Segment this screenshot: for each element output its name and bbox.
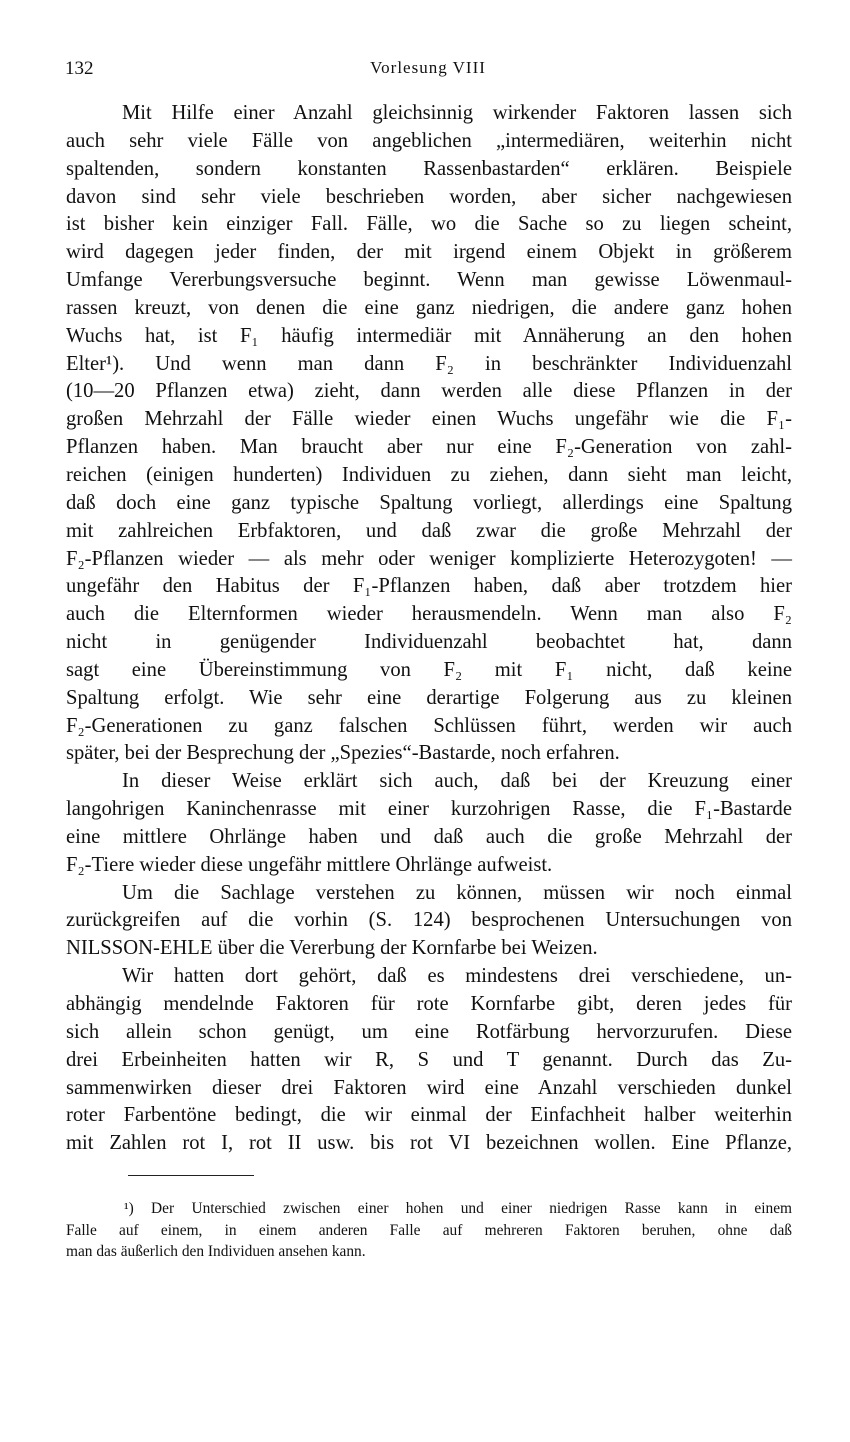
text-line: ungefähr den Habitus der F₁-Pflanzen haben, daß aber trotzdem hier [66,575,792,598]
text-line: nicht in genügender Individuenzahl beobachtet hat, dann [66,631,792,654]
text-line: In dieser Weise erklärt sich auch, daß bei der Kreuzung einer [122,770,792,793]
text-line: mit Zahlen rot I, rot II usw. bis rot VI bezeichnen wollen. Eine Pflanze, [66,1132,792,1155]
text-line: wird dagegen jeder finden, der mit irgend einem Objekt in größerem [66,241,792,264]
text-line: Spaltung erfolgt. Wie sehr eine derartige Folgerung aus zu kleinen [66,686,792,709]
text-line: langohrigen Kaninchenrasse mit einer kurzohrigen Rasse, die F₁-Bastarde [66,798,792,821]
text-line: Um die Sachlage verstehen zu können, müssen wir noch einmal [122,881,792,904]
text-line: daß doch eine ganz typische Spaltung vorliegt, allerdings eine Spaltung [66,491,792,514]
text-line: roter Farbentöne bedingt, die wir einmal der Einfachheit halber weiterhin [66,1104,792,1127]
page-number: 132 [65,58,94,79]
text-line: F₂-Tiere wieder diese ungefähr mittlere Ohrlänge aufweist. [66,853,553,876]
text-line: mit zahlreichen Erbfaktoren, und daß zwar die große Mehrzahl der [66,519,792,542]
text-line: sammenwirken dieser drei Faktoren wird eine Anzahl verschieden dunkel [66,1076,792,1099]
text-line: sagt eine Übereinstimmung von F₂ mit F₁ nicht, daß keine [66,658,792,681]
text-line: Umfange Vererbungsversuche beginnt. Wenn man gewisse Löwenmaul- [66,269,792,292]
text-line: Pflanzen haben. Man braucht aber nur eine F₂-Generation von zahl- [66,436,792,459]
text-line: Mit Hilfe einer Anzahl gleichsinnig wirkender Faktoren lassen sich [122,102,792,124]
footnote-divider [128,1175,254,1176]
text-line: reichen (einigen hunderten) Individuen zu ziehen, dann sieht man leicht, [66,463,792,486]
body-text [66,100,792,1158]
text-line: Wir hatten dort gehört, daß es mindestens drei verschiedene, un- [122,965,792,988]
footnote-line: ¹) Der Unterschied zwischen einer hohen und einer niedrigen Rasse kann in einem [124,1200,792,1217]
text-line: Wuchs hat, ist F₁ häufig intermediär mit Annäherung an den hohen [66,324,792,347]
text-line: rassen kreuzt, von denen die eine ganz niedrigen, die andere ganz hohen [66,296,792,319]
running-title: Vorlesung VIII [370,58,486,77]
text-line: auch die Elternformen wieder herausmendeln. Wenn man also F₂ [66,603,792,626]
text-line: F₂-Generationen zu ganz falschen Schlüssen führt, werden wir auch [66,714,792,737]
page-header [65,58,791,84]
text-line: NILSSON-EHLE über die Vererbung der Kornfarbe bei Weizen. [66,937,598,960]
text-line: eine mittlere Ohrlänge haben und daß auch die große Mehrzahl der [66,825,792,848]
text-line: später, bei der Besprechung der „Spezies“-Bastarde, noch erfahren. [66,742,620,765]
text-line: Elter¹). Und wenn man dann F₂ in beschränkter Individuenzahl [66,352,792,375]
text-line: sich allein schon genügt, um eine Rotfärbung hervorzurufen. Diese [66,1020,792,1043]
text-line: großen Mehrzahl der Fälle wieder einen Wuchs ungefähr wie die F₁- [66,408,792,431]
footnote-line: man das äußerlich den Individuen ansehen kann. [66,1243,366,1260]
text-line: abhängig mendelnde Faktoren für rote Kornfarbe gibt, deren jedes für [66,993,792,1015]
text-line: (10—20 Pflanzen etwa) zieht, dann werden alle diese Pflanzen in der [66,380,792,403]
text-line: zurückgreifen auf die vorhin (S. 124) besprochenen Untersuchungen von [66,909,792,932]
text-line: F₂-Pflanzen wieder — als mehr oder weniger komplizierte Heterozygoten! — [66,547,792,570]
footnote-line: Falle auf einem, in einem anderen Falle auf mehreren Faktoren beruhen, ohne daß [66,1221,792,1239]
text-line: drei Erbeinheiten hatten wir R, S und T genannt. Durch das Zu- [66,1048,792,1071]
footnote [66,1198,792,1263]
text-line: spaltenden, sondern konstanten Rassenbastarden“ erklären. Beispiele [66,157,792,180]
text-line: davon sind sehr viele beschrieben worden, aber sicher nachgewiesen [66,185,792,208]
text-line: ist bisher kein einziger Fall. Fälle, wo die Sache so zu liegen scheint, [66,213,792,236]
text-line: auch sehr viele Fälle von angeblichen „intermediären, weiterhin nicht [66,129,792,152]
